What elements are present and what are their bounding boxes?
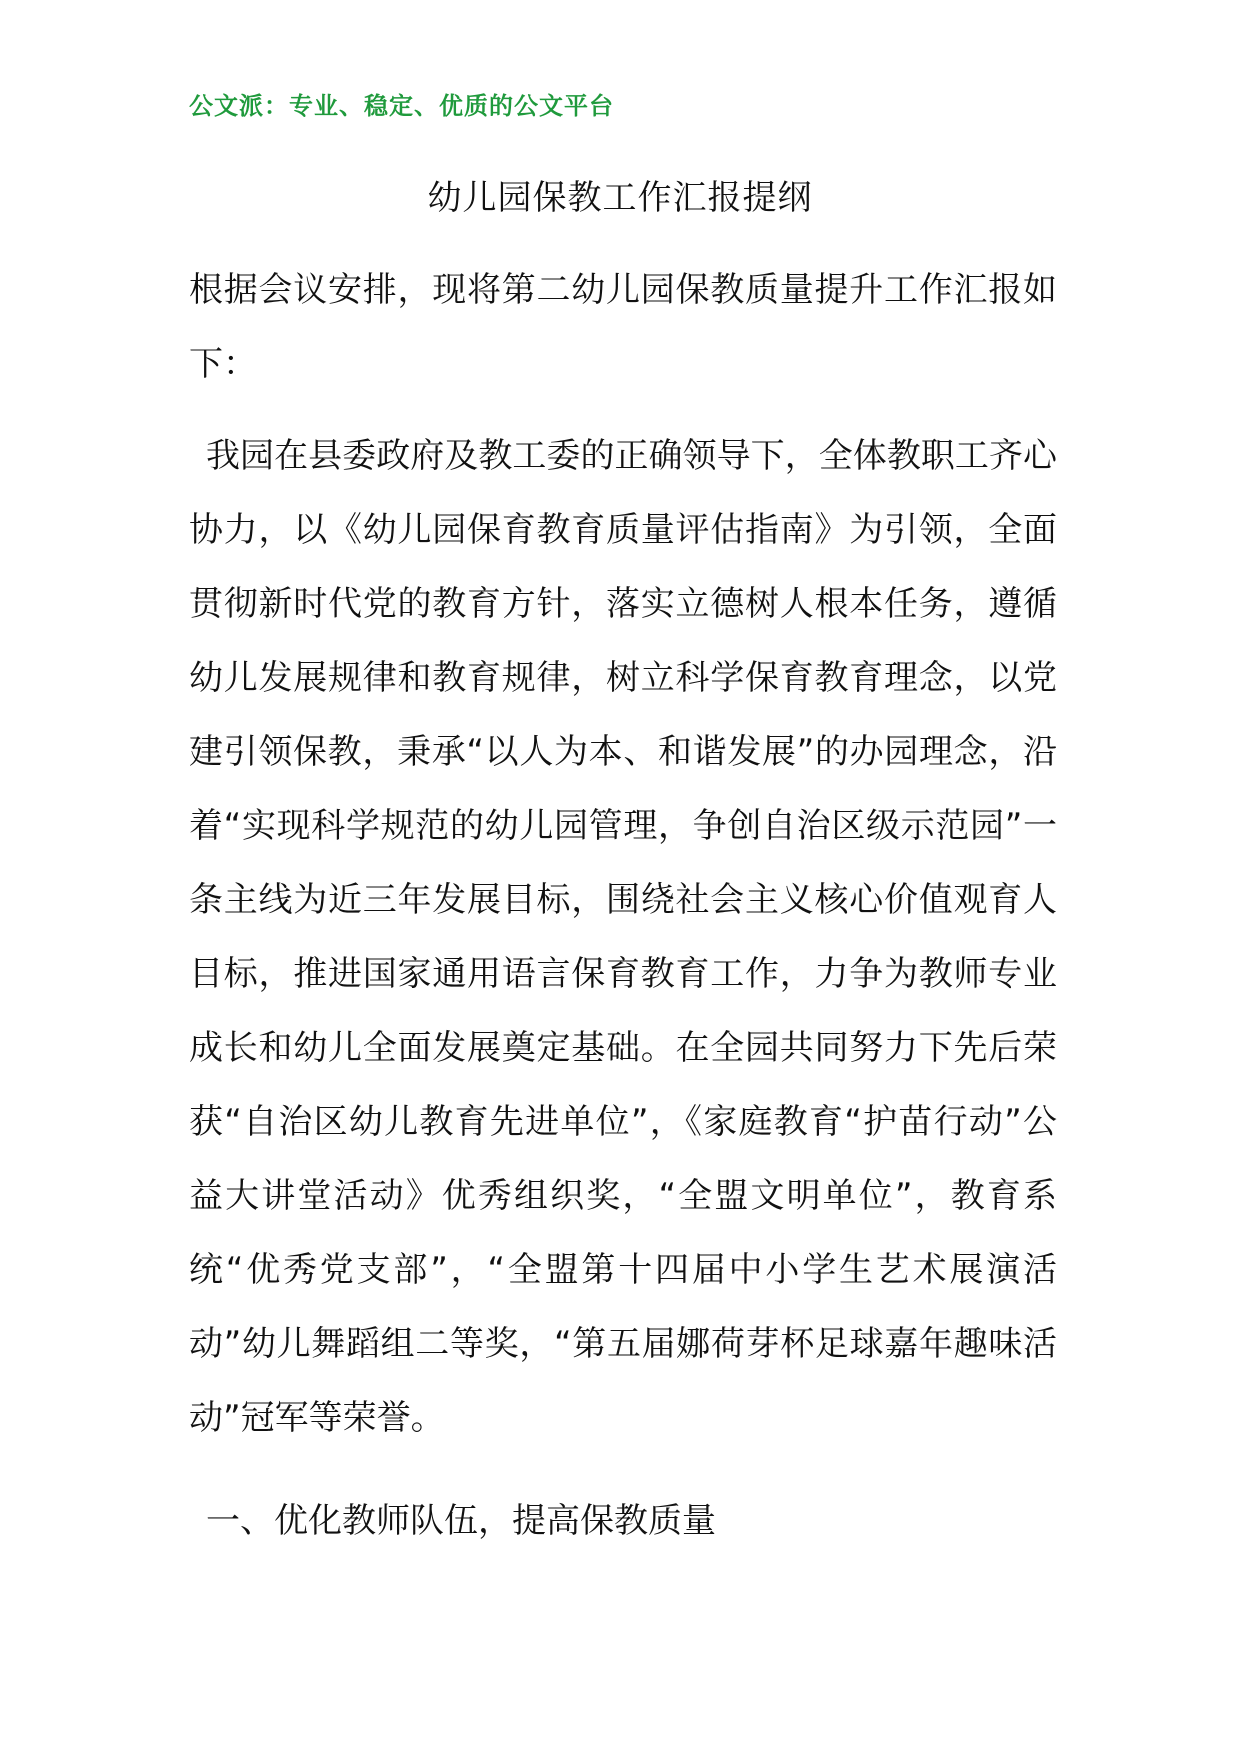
document-title: 幼儿园保教工作汇报提纲	[427, 178, 813, 218]
body-paragraph: 我园在县委政府及教工委的正确领导下，全体教职工齐心协力，以《幼儿园保育教育质量评估指南》为引领，全面贯彻新时代党的教育方针，落实立德树人根本任务，遵循幼儿发展规律和教育规律，树立科学保育教育理念，以党建引领保教，秉承“以人为本、和谐发展”的办园理念，沿着“实现科学规范的幼儿园管理，争创自治区级示范园”一条主线为近三年发展目标，围绕社会主义核心价值观育人目标，推进国家通用语言保育教育工作，力争为教师专业成长和幼儿全面发展奠定基础。在全园共同努力下先后荣获“自治区幼儿教育先进单位”，《家庭教育“护苗行动”公益大讲堂活动》优秀组织奖，“全盟文明单位”，教育系统“优秀党支部”，“全盟第十四届中小学生艺术展演活动”幼儿舞蹈组二等奖，“第五届娜荷芽杯足球嘉年趣味活动”冠军等荣誉。	[189, 436, 1057, 1438]
header-banner: 公文派：专业、稳定、优质的公文平台	[189, 92, 614, 120]
intro-paragraph: 根据会议安排，现将第二幼儿园保教质量提升工作汇报如下：	[189, 270, 1057, 384]
section-heading: 一、优化教师队伍，提高保教质量	[206, 1501, 716, 1541]
